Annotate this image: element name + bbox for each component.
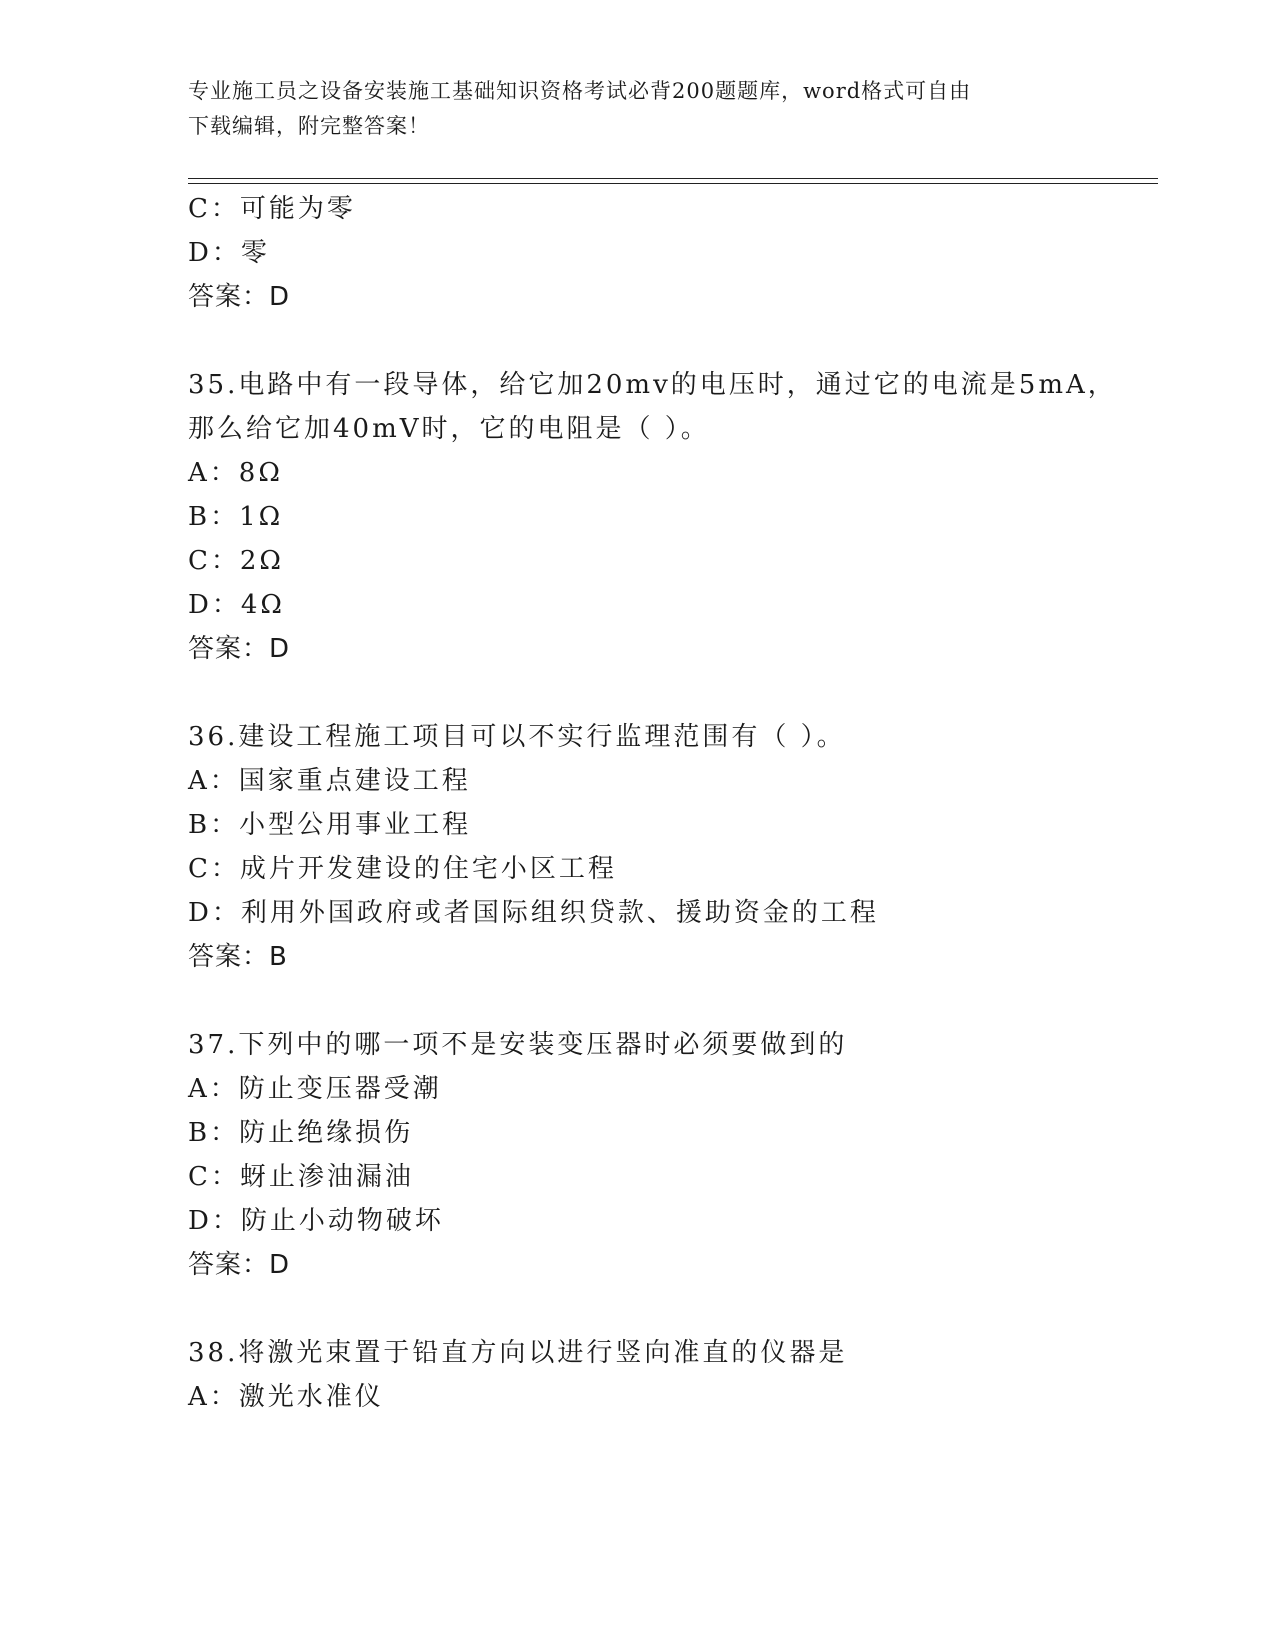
q35-answer: 答案：D	[188, 634, 291, 664]
q35-option-b: B：1Ω	[188, 502, 284, 532]
q35-stem-line-1: 35.电路中有一段导体，给它加20mv的电压时，通过它的电流是5mA，	[188, 370, 1117, 400]
q34-answer: 答案：D	[188, 282, 291, 312]
q37-stem: 37.下列中的哪一项不是安装变压器时必须要做到的	[188, 1030, 848, 1060]
q36-answer: 答案：B	[188, 942, 288, 972]
q36-stem: 36.建设工程施工项目可以不实行监理范围有（ ）。	[188, 722, 846, 752]
q37-option-b: B：防止绝缘损伤	[188, 1118, 414, 1148]
q35-option-c: C：2Ω	[188, 546, 284, 576]
q36-option-a: A：国家重点建设工程	[188, 766, 471, 796]
header-line-1: 专业施工员之设备安装施工基础知识资格考试必背200题题库，word格式可自由	[188, 79, 972, 103]
document-header	[188, 74, 1068, 144]
header-divider-bottom	[188, 183, 1158, 184]
q37-option-c: C：蚜止渗油漏油	[188, 1162, 414, 1192]
header-line-2: 下载编辑，附完整答案！	[188, 114, 430, 138]
q34-option-c: C：可能为零	[188, 194, 356, 224]
q35-option-d: D：4Ω	[188, 590, 285, 620]
q38-stem: 38.将激光束置于铅直方向以进行竖向准直的仪器是	[188, 1338, 848, 1368]
header-divider-top	[188, 178, 1158, 179]
q37-answer: 答案：D	[188, 1250, 291, 1280]
q36-option-b: B：小型公用事业工程	[188, 810, 472, 840]
q37-option-a: A：防止变压器受潮	[188, 1074, 442, 1104]
q38-option-a: A：激光水准仪	[188, 1382, 384, 1412]
q34-option-d: D：零	[188, 238, 270, 268]
q35-option-a: A：8Ω	[188, 458, 283, 488]
q35-stem-line-2: 那么给它加40mV时，它的电阻是（ ）。	[188, 414, 710, 444]
q36-option-c: C：成片开发建设的住宅小区工程	[188, 854, 617, 884]
q36-option-d: D：利用外国政府或者国际组织贷款、援助资金的工程	[188, 898, 879, 928]
q37-option-d: D：防止小动物破坏	[188, 1206, 444, 1236]
